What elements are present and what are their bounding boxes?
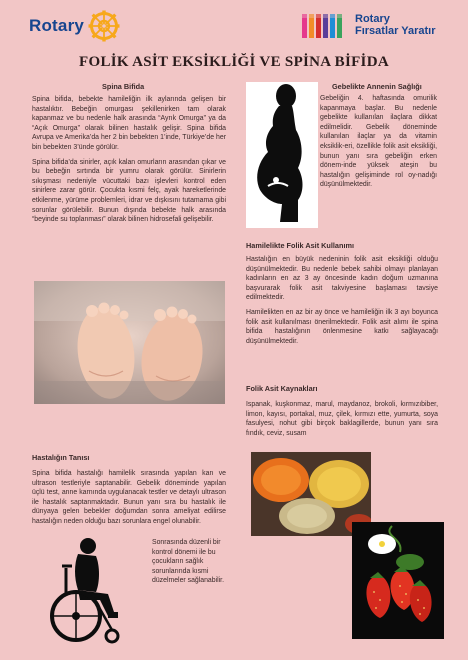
mother-health-paragraph-1: Gebeliğin 4. haftasında omurilik kapanmaya başlar. Bu nedenle gebelikte kullanılan ilaçlara dikkat edilmelidir. Gebelik döneminde kullanılan ilaçlar ya da vitamin eksiklik-eri, özellikle folik asit eksikliği, bunun yanı sıra gebeliğin erken dönem-inde yüksek ateşin bu hastalığın gelişiminde rol oy-nadığı düşünülmektedir. — [320, 95, 437, 189]
opportunities-logo-icon — [300, 10, 348, 44]
diagnosis-paragraph-2: Sonrasında düzenli bir kontrol dönemi ile bu çocukların sağlık sorunlarında kısmi düzelmeler sağlanabilir. — [152, 539, 225, 585]
heading-spina-bifida: Spina Bifida — [102, 82, 145, 91]
folic-acid-sources-text — [246, 400, 438, 454]
heading-mother-health: Gebelikte Annenin Sağlığı — [332, 82, 422, 91]
header — [0, 0, 468, 46]
pregnant-woman-silhouette — [246, 82, 318, 228]
wheelchair-child-silhouette — [38, 538, 136, 646]
tagline-line-2: Fırsatlar Yaratır — [355, 25, 436, 37]
rotary-wheel-icon — [88, 10, 120, 42]
heading-diagnosis: Hastalığın Tanısı — [32, 453, 90, 462]
strawberry-photo — [352, 522, 444, 639]
heading-folic-acid-sources: Folik Asit Kaynakları — [246, 384, 318, 393]
folic-acid-usage-text — [246, 255, 438, 351]
heading-folic-acid-usage: Hamilelikte Folik Asit Kullanımı — [246, 241, 354, 250]
rotary-wordmark: Rotary — [29, 16, 85, 35]
spina-bifida-text — [32, 95, 226, 230]
spina-bifida-paragraph-1: Spina bifida, bebekte hamileliğin ilk aylarında gelişen bir hastalıktır. Bebeğin omurgası şekillenirken tam olarak kapanmaz ve bu nedenle halk arasında “Ayrık Omurga” ya da “Açık Omurga” olarak bilinen hastalık gelişir. Spina bifida Avrupa ve Amerika’da her 2 bin bebekten 1’inde, Türkiye’de her bin bebekten 3’ünde görülür. — [32, 96, 226, 151]
folic-acid-usage-paragraph-1: Hastalığın en büyük nedeninin folik asit eksikliği olduğu düşünülmektedir. Bu nedenle bebek sahibi olmayı planlayan kadınların en az 3 ay öncesinde kadın doğum uzmanına başvurarak folik asit takviyesine başlaması tavsiye edilmektedir. — [246, 256, 438, 302]
diagnosis-followup-text — [152, 538, 232, 591]
mother-health-text — [320, 94, 437, 195]
spina-bifida-paragraph-2: Spina bifida’da sinirler, açık kalan omurların arasından çıkar ve bu bebeğin sırtında bir yumru olarak görülür. Sinirlerin sıkışması nedeniyle vücuttaki bazı işlevleri kontrol eden sinirlere zarar görür. Çocukta kısmi felç, ayak hareketlerinde etkilenme, yürüme problemleri, idrar ve dışkısını tutamama gibi sorunlar görülebilir. Bunun dışında bebekte halk arasında “beyinde su toplanması” olarak bilinen hidrosefali gelişebilir. — [32, 158, 226, 224]
tagline-line-1: Rotary — [355, 13, 390, 25]
page-title: FOLİK ASİT EKSİKLİĞİ VE SPİNA BİFİDA — [79, 54, 389, 70]
diagnosis-paragraph-1: Spina bifida hastalığı hamilelik sırasında yapılan kan ve ultrason testleriyle saptanabilir. Gebelik döneminde yapılan üçlü test, anne karnında uygulanacak testler ve detaylı ultrason ile hastalık saptanmaktadır. Bunun yanı sıra bu hastalık ile dünyaya gelen bebekler doğumdan sonra ameliyat edilirse hastalığın neden olduğu bazı sorunlara engel olunabilir. — [32, 470, 226, 525]
baby-feet-photo — [34, 281, 225, 404]
folic-acid-sources-paragraph-1: Ispanak, kuşkonmaz, marul, maydanoz, brokoli, kırmızıbiber, limon, kayısı, portakal, muz, çilek, kırmızı ette, yumurta, soya fasulyesi, nohut gibi birçok baklagillerde, bunun yanı sıra fındık, ceviz, susam — [246, 401, 438, 437]
folic-acid-usage-paragraph-2: Hamilelikten en az bir ay önce ve hamileliğin ilk 3 ayı boyunca folik asit kullanılması önerilmektedir. Folik asit alımı ile spina bifida hastalığının önlenmesine katkı sağlayacağı düşünülmektedir. — [246, 308, 438, 345]
tagline — [355, 13, 436, 37]
